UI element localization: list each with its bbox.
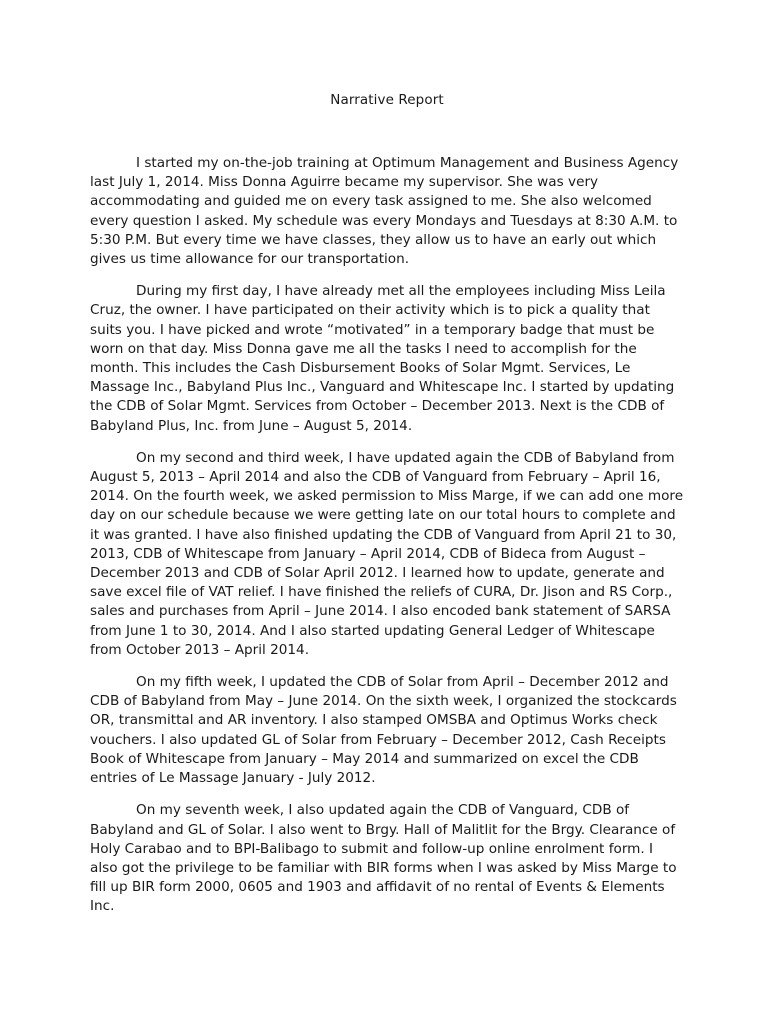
paragraph-2: During my first day, I have already met all the employees including Miss Leila Cruz, the owner. I have participated on their activity which is to pick a quality that suits you. I have picked and wrote “motivated” in a temporary badge that must be worn on that day. Miss Donna gave me all the tasks I need to accomplish for the month. This includes the Cash Disbursement Books of Solar Mgmt. Services, Le Massage Inc., Babyland Plus Inc., Vanguard and Whitescape Inc. I started by updating the CDB of Solar Mgmt. Services from October – December 2013. Next is the CDB of Babyland Plus, Inc. from June – August 5, 2014.	[90, 283, 675, 434]
paragraph-4: On my fifth week, I updated the CDB of Solar from April – December 2012 and CDB of Babyland from May – June 2014. On the sixth week, I organized the stockcards OR, transmittal and AR inventory. I also stamped OMSBA and Optimus Works check vouchers. I also updated GL of Solar from February – December 2012, Cash Receipts Book of Whitescape from January – May 2014 and summarized on excel the CDB entries of Le Massage January - July 2012.	[90, 674, 677, 787]
page-title: Narrative Report	[330, 92, 444, 108]
paragraph-3: On my second and third week, I have updated again the CDB of Babyland from August 5, 2013 – April 2014 and also the CDB of Vanguard from February – April 16, 2014. On the fourth week, we asked permission to Miss Marge, if we can add one more day on our schedule because we were getting late on our total hours to complete and it was granted. I have also finished updating the CDB of Vanguard from April 21 to 30, 2013, CDB of Whitescape from January – April 2014, CDB of Bideca from August – December 2013 and CDB of Solar April 2012. I learned how to update, generate and save excel file of VAT relief. I have finished the reliefs of CURA, Dr. Jison and RS Corp., sales and purchases from April – June 2014. I also encoded bank statement of SARSA from June 1 to 30, 2014. And I also started updating General Ledger of Whitescape from October 2013 – April 2014.	[90, 449, 684, 658]
paragraph-5: On my seventh week, I also updated again the CDB of Vanguard, CDB of Babyland and GL of Solar. I also went to Brgy. Hall of Malitlit for the Brgy. Clearance of Holy Carabao and to BPI-Balibago to submit and follow-up online enrolment form. I also got the privilege to be familiar with BIR forms when I was asked by Miss Marge to fill up BIR form 2000, 0605 and 1903 and affidavit of no rental of Events & Elements Inc.	[90, 802, 677, 915]
paragraph-1: I started my on-the-job training at Optimum Management and Business Agency last July 1, 2014. Miss Donna Aguirre became my supervisor. She was very accommodating and guided me on every task assigned to me. She also welcomed every question I asked. My schedule was every Mondays and Tuesdays at 8:30 A.M. to 5:30 P.M. But every time we have classes, they allow us to have an early out which gives us time allowance for our transportation.	[90, 155, 679, 268]
